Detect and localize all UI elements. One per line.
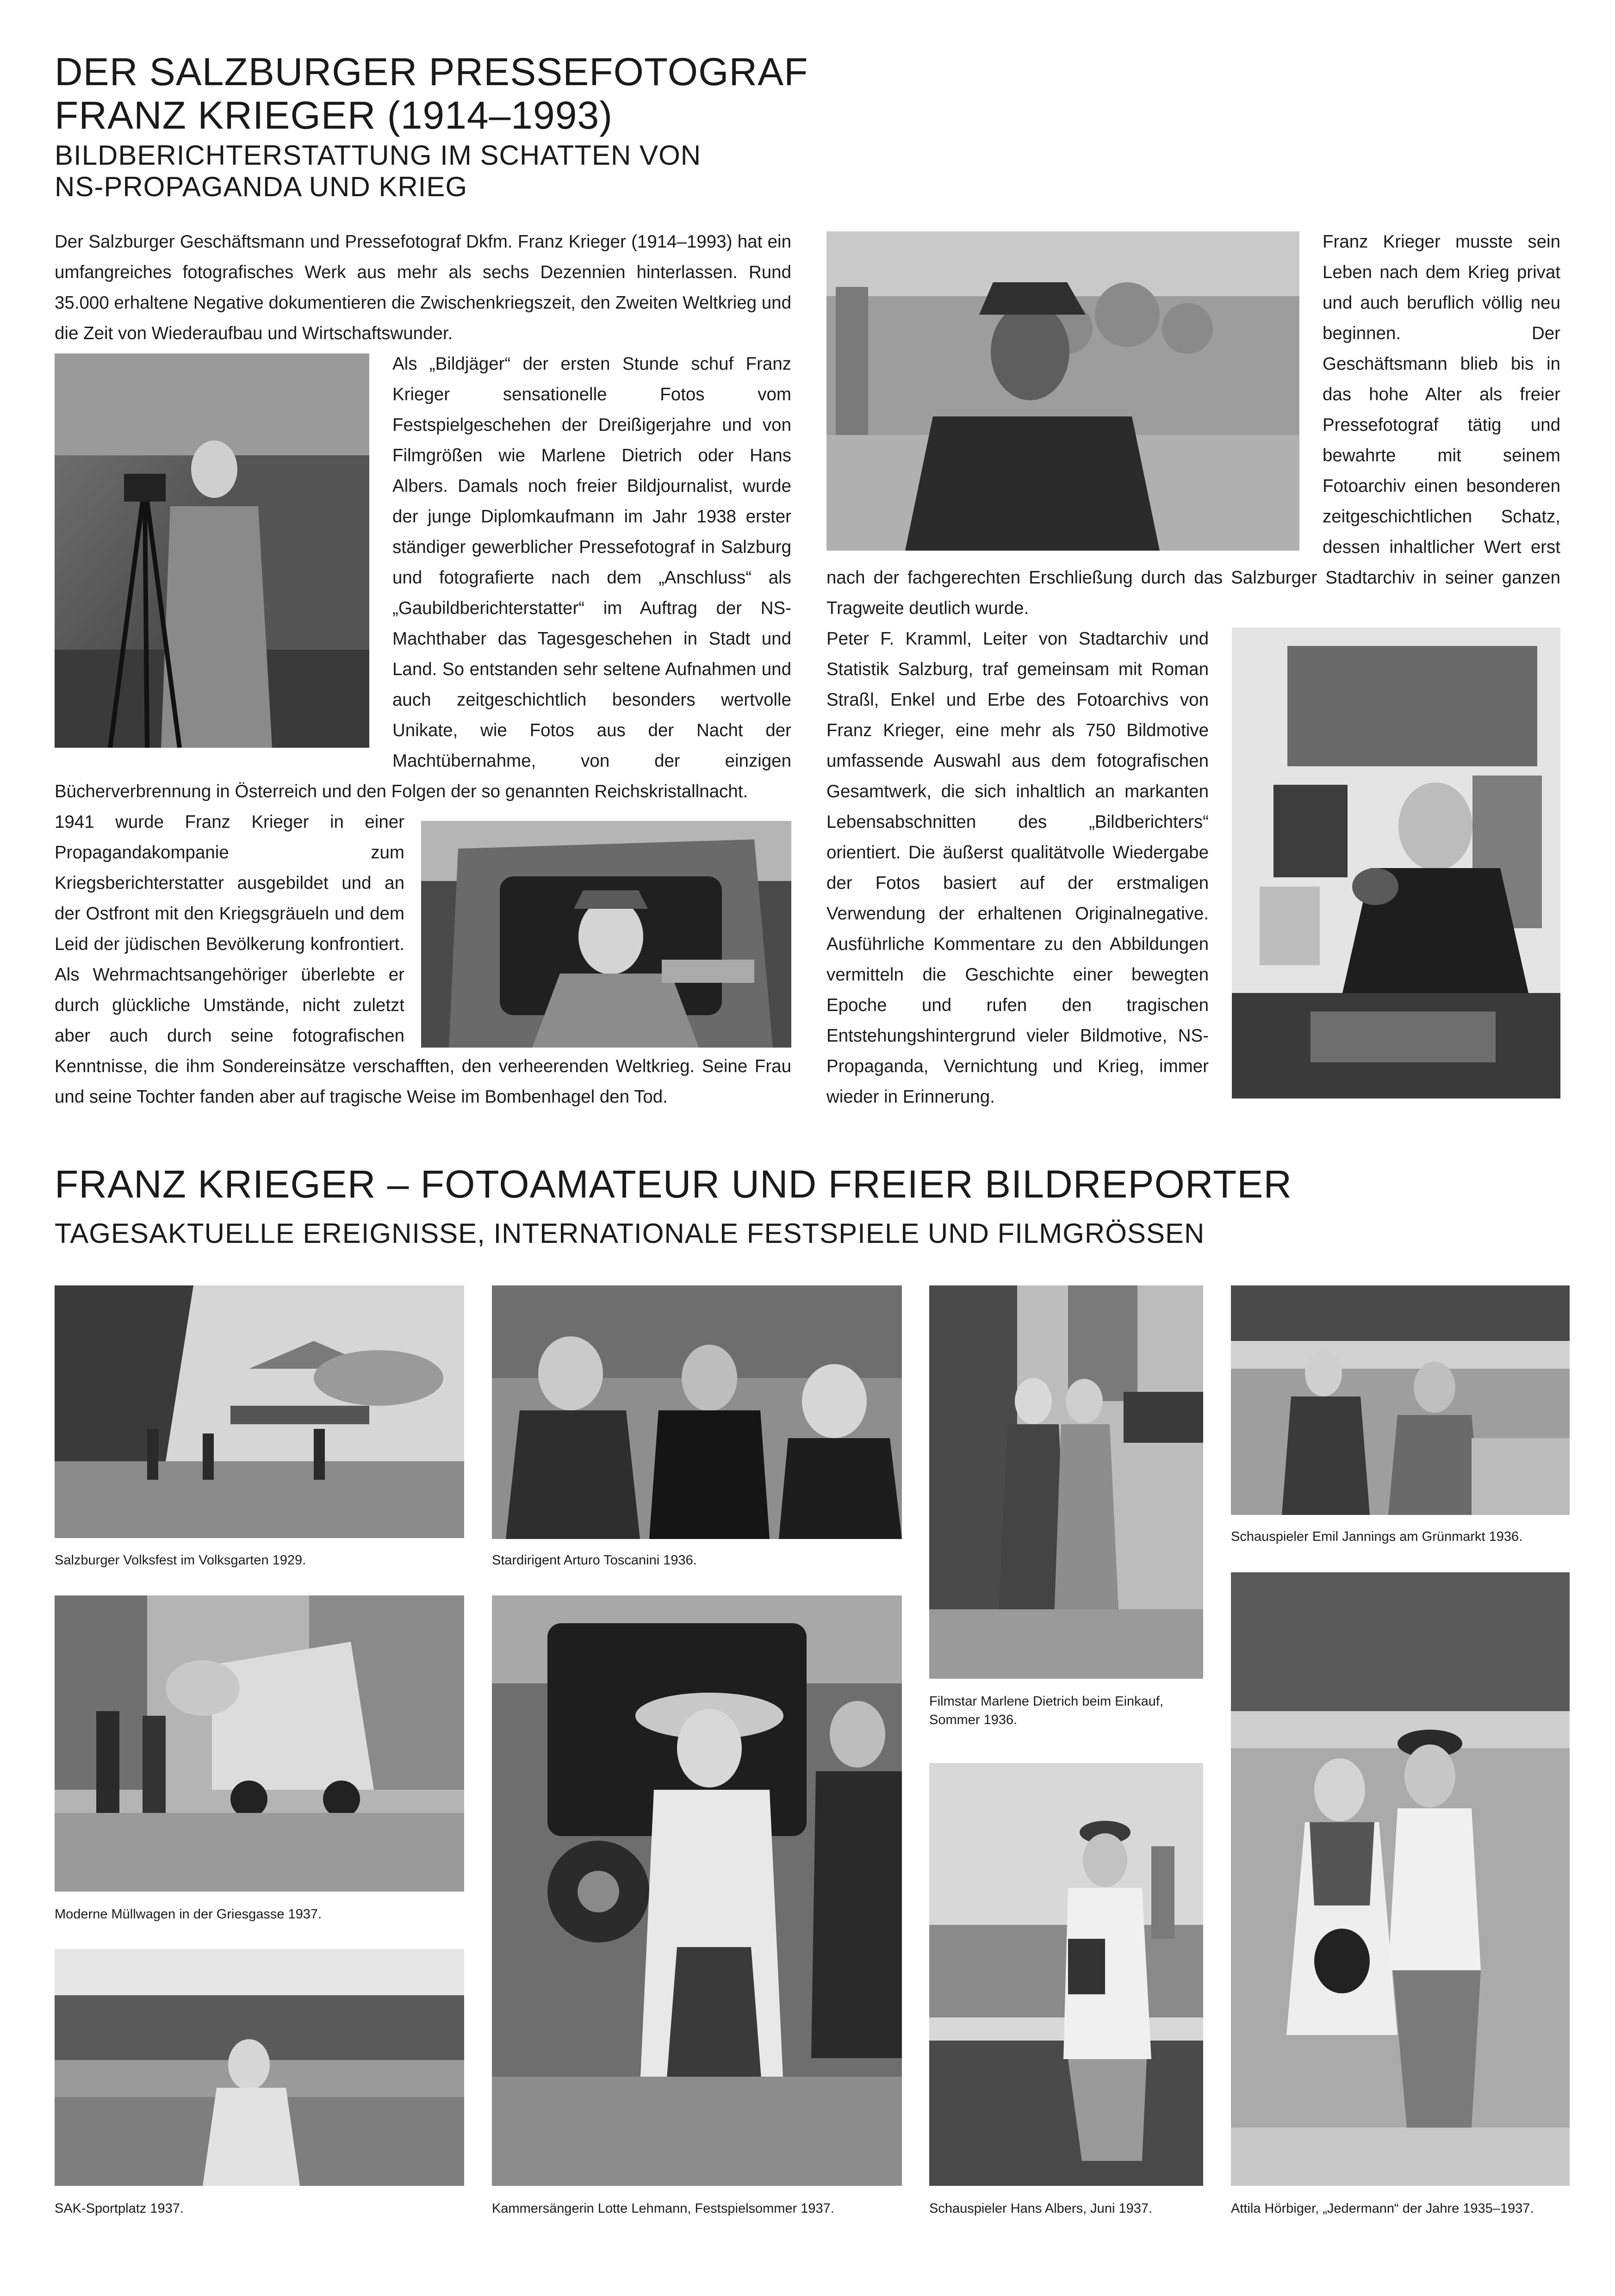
caption-lehmann: Kammersängerin Lotte Lehmann, Festspielsommer 1937. bbox=[492, 2201, 834, 2216]
section1-left-column bbox=[55, 227, 791, 1112]
caption-albers: Schauspieler Hans Albers, Juni 1937. bbox=[929, 2201, 1153, 2216]
intro-paragraph: Der Salzburger Geschäftsmann und Pressefotograf Dkfm. Franz Krieger (1914–1993) hat ein umfangreiches fotografisches Werk aus mehr als sechs Dezennien hinterlassen. Rund 35.000 erhaltene Negative dokumentieren die Zwischenkriegszeit, den Zweiten Weltkrieg und die Zeit von Wiederaufbau und Wirtschaftswunder. bbox=[55, 232, 791, 343]
caption-muellwagen: Moderne Müllwagen in der Griesgasse 1937. bbox=[55, 1907, 322, 1922]
section1-subtitle-line1: BILDBERICHTERSTATTUNG IM SCHATTEN VON bbox=[55, 140, 702, 171]
photo-dietrich bbox=[929, 1285, 1203, 1679]
section1-right-column bbox=[826, 227, 1560, 1112]
photo-sak-sportplatz bbox=[55, 1949, 464, 2186]
photo-toscanini bbox=[492, 1285, 902, 1539]
section2-title: FRANZ KRIEGER – FOTOAMATEUR UND FREIER BILDREPORTER bbox=[55, 1162, 1292, 1206]
photo-volksfest bbox=[55, 1285, 464, 1538]
photo-muellwagen bbox=[55, 1595, 464, 1892]
war-paragraph: 1941 wurde Franz Krieger in einer Propagandakompanie zum Kriegsberichterstatter ausgebildet und an der Ostfront mit den Kriegsgräueln und dem Leid der jüdischen Bevölkerung konfrontiert. Als Wehrmachtsangehöriger überlebte er durch glückliche Umstände, nicht zuletzt aber auch durch seine fotografischen Kenntnisse, die ihm Sondereinsätze verschafften, den verheerenden Weltkrieg. Seine Frau und seine Tochter fanden aber auf tragische Weise im Bombenhagel den Tod. bbox=[55, 812, 791, 1107]
caption-dietrich-line1: Filmstar Marlene Dietrich beim Einkauf, bbox=[929, 1694, 1164, 1709]
bildjaeger-paragraph: Als „Bildjäger“ der ersten Stunde schuf Franz Krieger sensationelle Fotos vom Festspielgeschehen der Dreißigerjahre und von Filmgrößen wie Marlene Dietrich oder Hans Albers. Damals noch freier Bildjournalist, wurde der junge Diplomkaufmann im Jahr 1938 erster ständiger gewerblicher Pressefotograf in Salzburg und fotografierte nach dem „Anschluss“ als „Gaubildberichterstatter“ im Auftrag der NS-Machthaber das Tagesgeschehen in Stadt und Land. So entstanden sehr seltene Aufnahmen und auch zeitgeschichtlich besonders wertvolle Unikate, wie Fotos aus der Nacht der Machtübernahme, von der einzigen Bücherverbrennung in Österreich und den Folgen der so genannten Reichskristallnacht. bbox=[55, 354, 791, 801]
section2-subtitle: TAGESAKTUELLE EREIGNISSE, INTERNATIONALE FESTSPIELE UND FILMGRÖSSEN bbox=[55, 1218, 1205, 1249]
caption-toscanini: Stardirigent Arturo Toscanini 1936. bbox=[492, 1553, 697, 1568]
caption-jannings: Schauspieler Emil Jannings am Grünmarkt 1936. bbox=[1231, 1529, 1523, 1544]
section1-title-line1: DER SALZBURGER PRESSEFOTOGRAF bbox=[55, 50, 808, 93]
caption-sak: SAK-Sportplatz 1937. bbox=[55, 2201, 184, 2216]
photo-lehmann bbox=[492, 1595, 902, 2186]
photo-krieger-with-camera bbox=[55, 354, 369, 748]
section1-heading bbox=[55, 50, 980, 137]
section2-heading bbox=[55, 1162, 1535, 1206]
caption-dietrich bbox=[929, 1692, 1163, 1729]
photo-soldier-in-truck bbox=[421, 821, 791, 1048]
section2-subheading bbox=[55, 1218, 1535, 1249]
photo-albers bbox=[929, 1763, 1203, 2186]
caption-hoerbiger: Attila Hörbiger, „Jedermann“ der Jahre 1935–1937. bbox=[1231, 2201, 1534, 2216]
section1-subheading bbox=[55, 140, 980, 203]
section1-title-line2: FRANZ KRIEGER (1914–1993) bbox=[55, 93, 613, 137]
photo-hoerbiger bbox=[1231, 1572, 1570, 2186]
photo-krieger-elderly-with-camera bbox=[1232, 627, 1560, 1098]
kramml-paragraph: Peter F. Kramml, Leiter von Stadtarchiv und Statistik Salzburg, traf gemeinsam mit Roman Straßl, Enkel und Erbe des Fotoarchivs von Franz Krieger, eine mehr als 750 Bildmotive umfassende Auswahl aus dem fotografischen Gesamtwerk, die sich inhaltlich an markanten Lebensabschnitten des „Bildberichters“ orientiert. Die äußerst qualitätvolle Wiedergabe der Fotos basiert auf der erstmaligen Verwendung der erhaltenen Originalnegative. Ausführliche Kommentare zu den Abbildungen vermitteln die Geschichte einer bewegten Epoche und rufen den tragischen Entstehungshintergrund vieler Bildmotive, NS-Propaganda, Vernichtung und Krieg, immer wieder in Erinnerung. bbox=[826, 629, 1209, 1107]
photo-jannings bbox=[1231, 1285, 1570, 1515]
section1-subtitle-line2: NS-PROPAGANDA UND KRIEG bbox=[55, 171, 468, 202]
caption-volksfest: Salzburger Volksfest im Volksgarten 1929. bbox=[55, 1553, 306, 1568]
caption-dietrich-line2: Sommer 1936. bbox=[929, 1713, 1018, 1727]
photo-krieger-san-marco bbox=[826, 231, 1299, 551]
after-war-paragraph: Franz Krieger musste sein Leben nach dem Krieg privat und auch beruflich völlig neu beginnen. Der Geschäftsmann blieb bis in das hohe Alter als freier Pressefotograf tätig und bewahrte mit seinem Fotoarchiv einen besonderen zeitgeschichtlichen Schatz, dessen inhaltlicher Wert erst nach der fachgerechten Erschließung durch das Salzburger Stadtarchiv in seiner ganzen Tragweite deutlich wurde. bbox=[826, 232, 1560, 618]
